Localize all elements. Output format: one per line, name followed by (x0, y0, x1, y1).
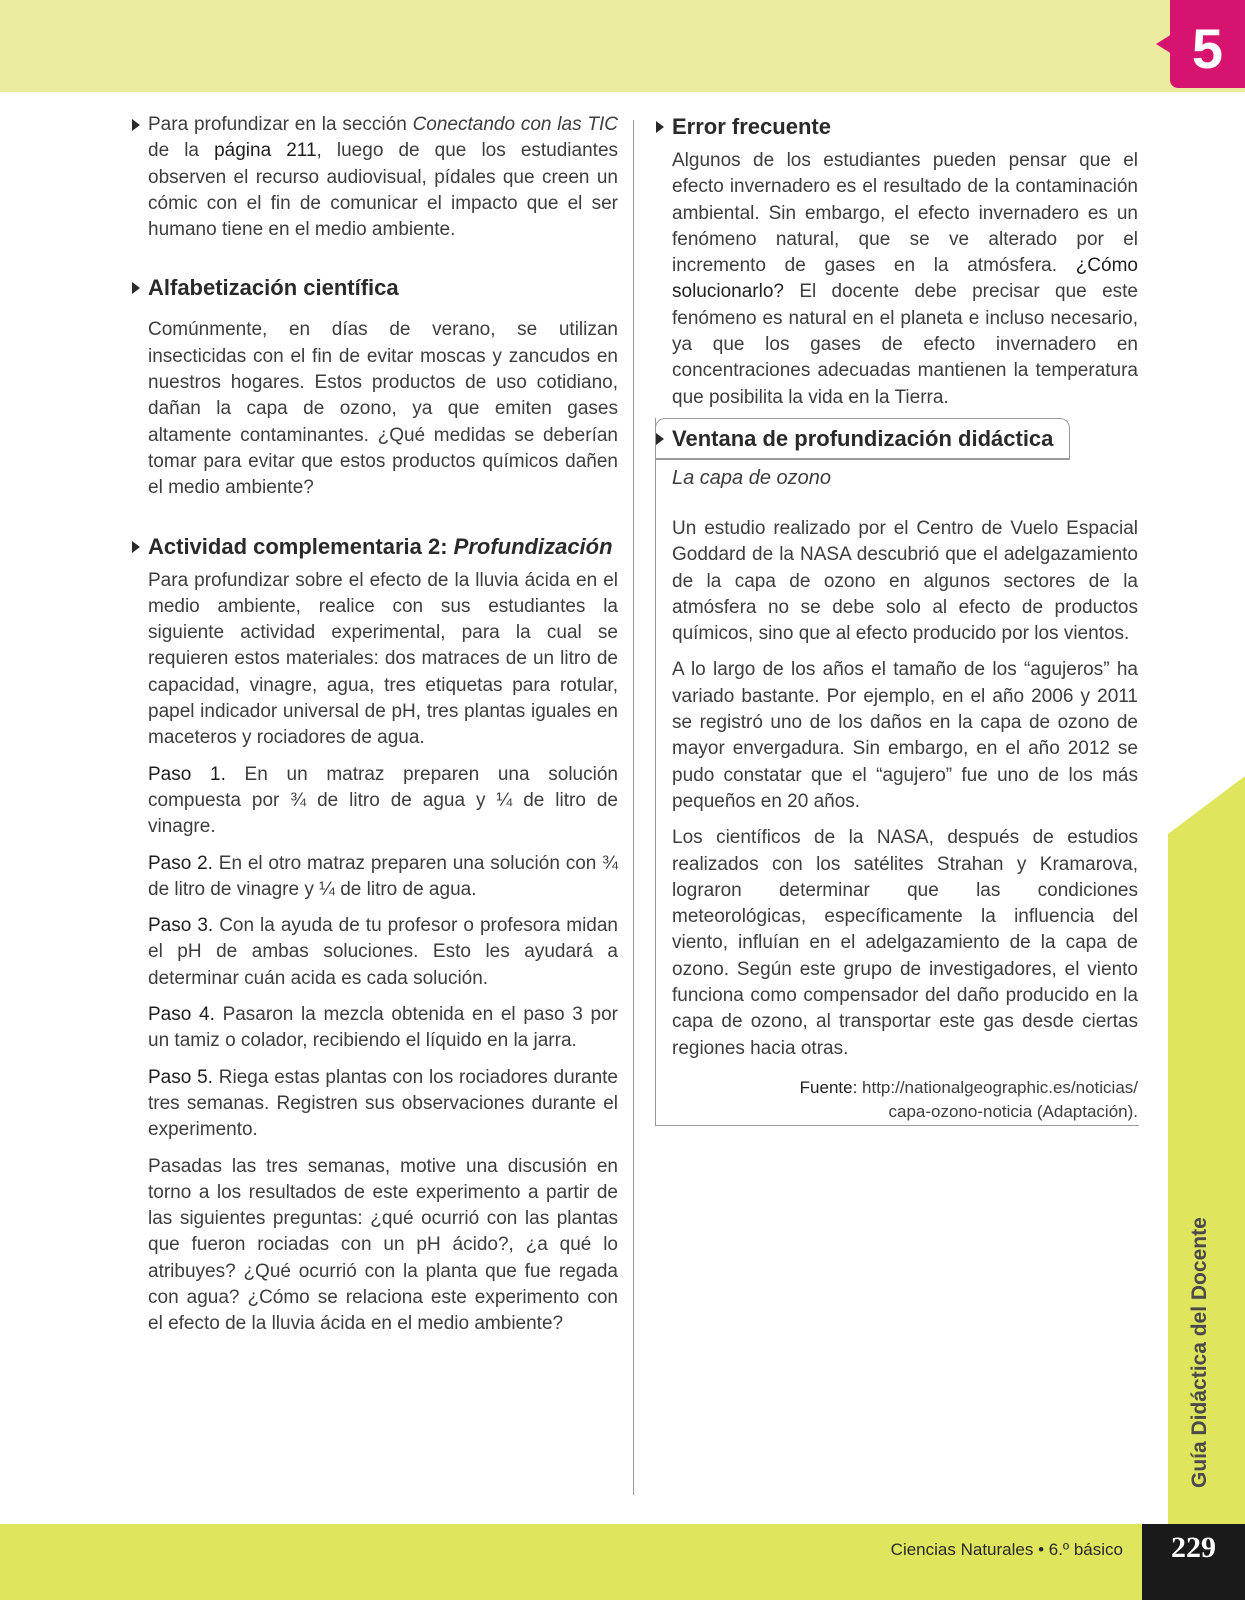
error-heading: Error frecuente (672, 112, 1138, 142)
ventana-source (672, 1076, 1138, 1124)
ventana-paragraph-3: Los científicos de la NASA, después de estudios realizados con los satélites Strahan y Kramarova, lograron determinar que las condiciones meteorológicas, específicamente la influencia del viento, influían en el adelgazamiento de la capa de ozono. Según este grupo de investigadores, el viento funciona como compensador del daño producido en la capa de ozono, al transportar este gas desde ciertas regiones hacia otras. (672, 827, 1138, 1059)
ventana-paragraph-1: Un estudio realizado por el Centro de Vuelo Espacial Goddard de la NASA descubrió que el adelgazamiento de la capa de ozono en algunos sectores de la atmósfera no se debe solo al efecto de productos químicos, sino que al efecto producido por los vientos. (672, 518, 1138, 645)
heading-triangle-icon (132, 541, 140, 553)
step-1: Paso 1. En un matraz preparen una solución compuesta por ¾ de litro de agua y ¼ de litro de vinagre. (148, 763, 618, 838)
footer-subject: Ciencias Naturales • 6.º básico (890, 1540, 1123, 1559)
side-label: Guía Didáctica del Docente (1188, 1217, 1211, 1488)
right-column (672, 112, 1138, 411)
bottom-band (0, 1524, 1245, 1600)
bullet-triangle-icon (132, 119, 140, 131)
actividad-intro: Para profundizar sobre el efecto de la lluvia ácida en el medio ambiente, realice con sus estudiantes la siguiente actividad experimental, para la cual se requieren estos materiales: dos matraces de un litro de capacidad, vinagre, agua, tres etiquetas para rotular, papel indicador universal de pH, tres plantas iguales en maceteros y rociadores de agua. (148, 569, 618, 749)
solution-label: ¿Cómo solucionarlo? (672, 255, 1138, 303)
page-reference: página 211 (214, 140, 317, 162)
heading-triangle-icon (656, 433, 664, 445)
page-number (1142, 1524, 1245, 1600)
page-number-text: 229 (1171, 1531, 1216, 1564)
column-divider (633, 120, 634, 1495)
alfabetizacion-text: Comúnmente, en días de verano, se utilizan insecticidas con el fin de evitar moscas y zancudos en nuestros hogares. Estos productos de uso cotidiano, dañan la capa de ozono, ya que emiten gases altamente contaminantes. ¿Qué medidas se deberían tomar para evitar que estos productos químicos dañen el medio ambiente? (148, 319, 618, 499)
ventana-subtitle: La capa de ozono (672, 467, 832, 489)
step-2: Paso 2. En el otro matraz preparen una solución con ¾ de litro de vinagre y ¼ de litro de agua. (148, 852, 618, 900)
chapter-number-tab (1170, 0, 1245, 88)
chapter-number: 5 (1191, 16, 1224, 80)
left-column (148, 112, 618, 1338)
alfabetizacion-heading: Alfabetización científica (148, 273, 618, 303)
ventana-heading: Ventana de profundización didáctica (672, 424, 1138, 454)
source-label: Fuente: (799, 1077, 858, 1097)
step-5: Paso 5. Riega estas plantas con los rociadores durante tres semanas. Registren sus observaciones durante el experimento. (148, 1066, 618, 1141)
step-4: Paso 4. Pasaron la mezcla obtenida en el paso 3 por un tamiz o colador, recibiendo el líquido en la jarra. (148, 1004, 618, 1052)
source-url-line1: http://nationalgeographic.es/noticias/ (857, 1077, 1138, 1097)
heading-triangle-icon (656, 121, 664, 133)
section-reference: Conectando con las TIC (412, 114, 618, 135)
ventana-box (672, 424, 1138, 1124)
error-text: Algunos de los estudiantes pueden pensar que el efecto invernadero es el resultado de la contaminación ambiental. Sin embargo, el efecto invernadero es un fenómeno natural, que se ve alterado por el incremento de gases en la atmósfera. ¿Cómo solucionarlo? El docente debe precisar que este fenómeno es natural en el planeta e incluso necesario, ya que los gases de efecto invernadero en concentraciones adecuadas mantienen la temperatura que posibilita la vida en la Tierra. (672, 150, 1138, 408)
actividad-closing: Pasadas las tres semanas, motive una discusión en torno a los resultados de este experimento a partir de las siguientes preguntas: ¿qué ocurrió con las plantas que fueron rociadas con un pH ácido?, ¿a qué lo atribuyes? ¿Qué ocurrió con la planta que fue regada con agua? ¿Cómo se relaciona este experimento con el efecto de la lluvia ácida en el medio ambiente? (148, 1155, 618, 1335)
top-band (0, 0, 1245, 92)
intro-paragraph: Para profundizar en la sección Conectando con las TIC de la página 211, luego de que los estudiantes observen el recurso audiovisual, pídales que creen un cómic con el fin de comunicar el impacto que el ser humano tiene en el medio ambiente. (148, 112, 618, 243)
actividad-heading: Actividad complementaria 2: Profundización (148, 532, 618, 562)
step-3: Paso 3. Con la ayuda de tu profesor o profesora midan el pH de ambas soluciones. Esto les ayudará a determinar cuán acida es cada solución. (148, 915, 618, 989)
heading-triangle-icon (132, 282, 140, 294)
ventana-paragraph-2: A lo largo de los años el tamaño de los “agujeros” ha variado bastante. Por ejemplo, en el año 2006 y 2011 se registró uno de los daños en la capa de ozono de mayor envergadura. Sin embargo, en el año 2012 se pudo constatar que el “agujero” fue uno de los más pequeños en 20 años. (672, 659, 1138, 812)
source-url-line2: capa-ozono-noticia (Adaptación). (888, 1101, 1138, 1121)
